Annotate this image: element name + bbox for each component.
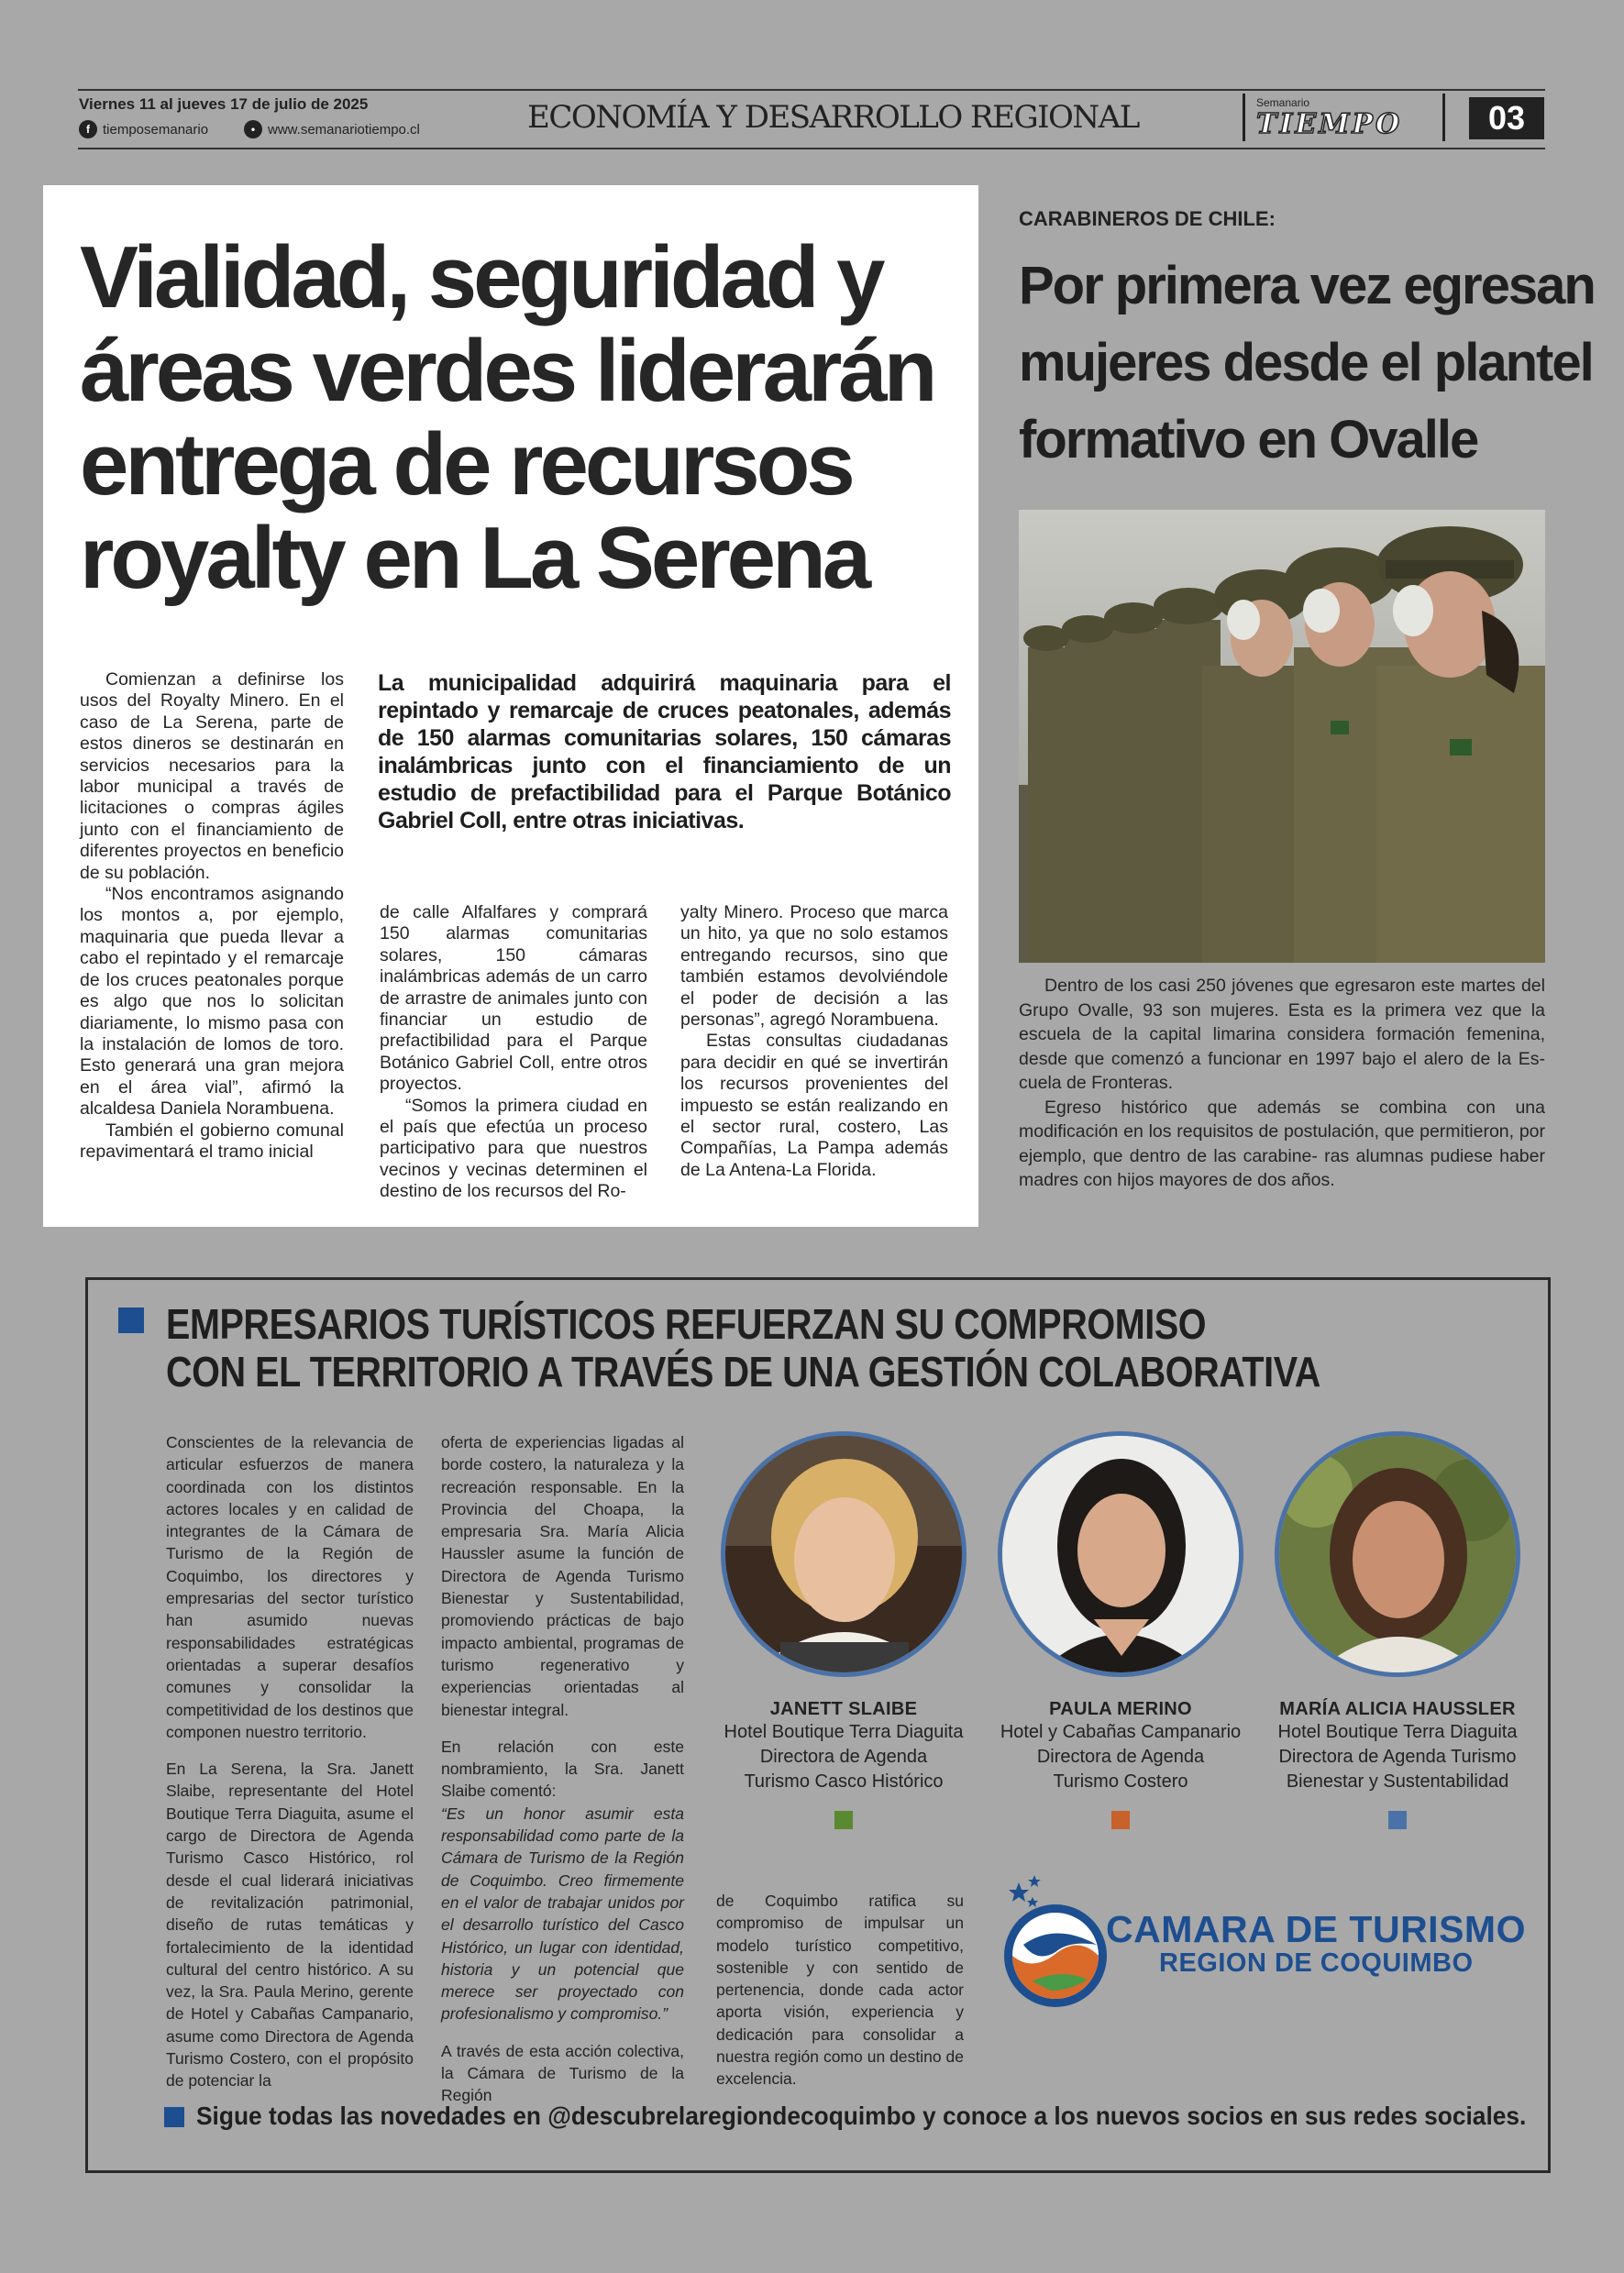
person-org: Hotel Boutique Terra Diaguita [1277,1722,1518,1742]
brand-name: TIEMPO [1256,108,1403,140]
paragraph: A través de esta acción colectiva, la Cámara de Turismo de la Región [441,2041,684,2105]
paragraph: Egreso histórico que además se combina con una modificación en los requisitos de postulación, que permitieron, por ejemplo, que dentro de las carabine- ras alumnas pudiese haber madres con hijos mayores de dos años. [1019,1097,1545,1190]
person-role: Turismo Casco Histórico [744,1771,944,1792]
social-cta: Sigue todas las novedades en @descubrelaregiondecoquimbo y conoce a los nuevos socios en sus redes sociales. [196,2102,1527,2130]
person-org: Hotel y Cabañas Campanario [1000,1722,1242,1742]
brand-logo [1243,94,1445,141]
paragraph: oferta de experiencias ligadas al borde costero, la naturaleza y la recreación responsable. En la Provincia del Choapa, la empresaria Sra. María Alicia Haussler asume la función de Directora de Agenda Turismo Bienestar y Sustentabilidad, promoviendo prácticas de bajo impacto ambiental, programas de turismo regenerativo y experiencias orientadas al bienestar integral. [441,1433,684,1719]
bullet-square-icon [164,2107,184,2127]
paragraph: Dentro de los casi 250 jóvenes que egresaron este martes del Grupo Ovalle, 93 son mujeres. Esta es la primera vez que la escuela de la capital limarina considera formación femenina, desde que comenzó a funcionar en 1997 bajo el alero de la Es- cuela de Fronteras. [1019,976,1545,1093]
person-role: Bienestar y Sustentabilidad [1286,1771,1509,1792]
carabineros-photo [1019,510,1545,963]
quote: “Es un honor asumir esta responsabilidad como parte de la Cámara de Turismo de la Región de Coquimbo. Creo firmemente en el valor de trabajar unidos por el desarrollo turístico del Casco Histórico, un lugar con identidad, historia y un potencial que merece ser proyectado con profesionalismo y compromiso.” [441,1804,684,2024]
main-headline: Vialidad, seguridad y áreas verdes liderarán entrega de recursos royalty en La Serena [80,228,934,607]
bullet-square-icon [118,1308,144,1333]
paragraph: También el gobierno comunal repavimentará el tramo inicial [80,1120,344,1162]
person-role: Directora de Agenda [1036,1747,1205,1767]
person-card-paula [983,1431,1258,1829]
orange-square-icon [1111,1811,1130,1829]
article-column-2 [380,902,647,1203]
tourism-column-2 [441,1431,684,2122]
green-square-icon [834,1811,853,1829]
person-role: Directora de Agenda Turismo [1278,1747,1517,1767]
paragraph: “Nos encontramos asignando los montos a, por ejemplo, maquinaria que pueda llevar a cabo el repintado y el remarcaje de los cruces peatonales porque es algo que nos lo solicitan diariamente, lo mismo pasa con la instalación de lomos de toro. Esto generará una gran mejora en el área vial”, afirmó la alcaldesa Daniela Norambuena. [80,884,344,1120]
paragraph: de Coquimbo ratifica su compromiso de impulsar un modelo turístico competitivo, sostenible y con sentido de pertenencia, donde cada actor aporta visión, experiencia y dedicación para consolidar a nuestra región como un destino de excelencia. [716,1892,964,2089]
logo-text-line1: CAMARA DE TURISMO [1106,1908,1526,1950]
person-name: PAULA MERINO [1049,1699,1192,1719]
page-number: 03 [1469,97,1544,139]
logo-text-line2: REGION DE COQUIMBO [1159,1948,1474,1978]
tourism-headline-line2: CON EL TERRITORIO A TRAVÉS DE UNA GESTIÓN COLABORATIVA [166,1348,1320,1396]
right-headline: Por primera vez egresan mujeres desde el plantel formativo en Ovalle [1019,256,1595,469]
article-deck: La municipalidad adquirirá maquinaria para el repintado y remarcaje de cruces peatonales, además de 150 alarmas comunitarias solares, 150 cámaras inalámbricas junto con el financiamiento de un estudio de prefactibilidad para el Parque Botánico Gabriel Coll, entre otras iniciativas. [378,670,951,833]
portrait-paula [998,1431,1243,1677]
person-role: Turismo Costero [1053,1771,1188,1792]
main-article [43,185,978,1227]
right-article-body [1019,974,1545,1193]
paragraph: En relación con este nombramiento, la Sra. Janett Slaibe comentó: [441,1737,684,1801]
globe-icon: • [244,120,262,138]
social-handle: tiemposemanario [103,121,209,138]
header-top-rule [78,89,1545,91]
website-link[interactable] [244,120,420,138]
facebook-icon: f [79,120,97,138]
person-org: Hotel Boutique Terra Diaguita [724,1722,964,1742]
paragraph: de calle Alfalfares y comprará 150 alarmas comunitarias solares, 150 cámaras inalámbricas además de un carro de arrastre de animales junto con financiar un estudio de prefactibilidad para el Parque Botánico Gabriel Coll, entre otros proyectos. [380,902,647,1095]
paragraph: Conscientes de la relevancia de articular esfuerzos de manera coordinada con los distintos actores locales y en calidad de integrantes de la Cámara de Turismo de la Región de Coquimbo, los directores y empresarias del sector turístico han asumido nuevas responsabilidades estratégicas orientadas a superar desafíos comunes y consolidar la competitividad de los destinos que componen nuestro territorio. [166,1433,414,1741]
tourism-column-1 [166,1431,414,2107]
tourism-feature [85,1277,1551,2173]
portrait-janett [721,1431,967,1677]
social-link[interactable] [79,120,208,138]
person-name: MARÍA ALICIA HAUSSLER [1279,1699,1516,1719]
person-card-maria [1260,1431,1535,1829]
paragraph: En La Serena, la Sra. Janett Slaibe, representante del Hotel Boutique Terra Diaguita, asume el cargo de Directora de Agenda Turismo Casco Histórico, rol desde el cual liderará iniciativas de revitalización patrimonial, diseño de rutas temáticas y fortalecimiento de la identidad cultural del centro histórico. A su vez, la Sra. Paula Merino, gerente de Hotel y Cabañas Campanario, asume como Directora de Agenda Turismo Costero, con el propósito de potenciar la [166,1760,414,2091]
tourism-headline [166,1300,1320,1396]
portrait-maria [1275,1431,1520,1677]
header-bottom-rule [78,148,1545,149]
tourism-column-3 [716,1890,964,2105]
camara-turismo-logo [996,1871,1528,2009]
blue-square-icon [1388,1811,1407,1829]
camara-turismo-emblem-icon [996,1871,1115,2009]
paragraph: Estas consultas ciudadanas para decidir en qué se invertirán los recursos provenientes del impuesto se están realizando en el sector rural, costero, Las Compañías, La Pampa además de La Antena-La Florida. [680,1031,948,1180]
brand-small: Semanario [1256,96,1310,109]
tourism-headline-line1: EMPRESARIOS TURÍSTICOS REFUERZAN SU COMPROMISO [166,1300,1207,1348]
paragraph: Comienzan a definirse los usos del Royalty Minero. En el caso de La Serena, parte de estos dineros se destinarán en servicios necesarios para la labor municipal a través de licitaciones o compras ágiles junto con el financiamiento de diferentes proyectos en beneficio de su población. [80,669,344,883]
section-title: ECONOMÍA Y DESARROLLO REGIONAL [527,99,1139,136]
person-card-janett [706,1431,981,1829]
issue-date: Viernes 11 al jueves 17 de julio de 2025 [79,95,369,113]
article-kicker: CARABINEROS DE CHILE: [1019,207,1276,230]
paragraph: yalty Minero. Proceso que marca un hito, ya que no solo estamos entregando recursos, sino que también estamos devolviéndole el poder de decisión a las personas”, agregó Norambuena. [680,902,948,1031]
person-role: Directora de Agenda [759,1747,928,1767]
paragraph: “Somos la primera ciudad en el país que efectúa un proceso participativo para que nuestros vecinos y vecinas determinen el destino de los recursos del Ro- [380,1095,647,1202]
article-column-3 [680,902,948,1181]
person-name: JANETT SLAIBE [769,1699,918,1719]
article-column-1 [80,669,344,1163]
website-url: www.semanariotiempo.cl [268,121,420,138]
